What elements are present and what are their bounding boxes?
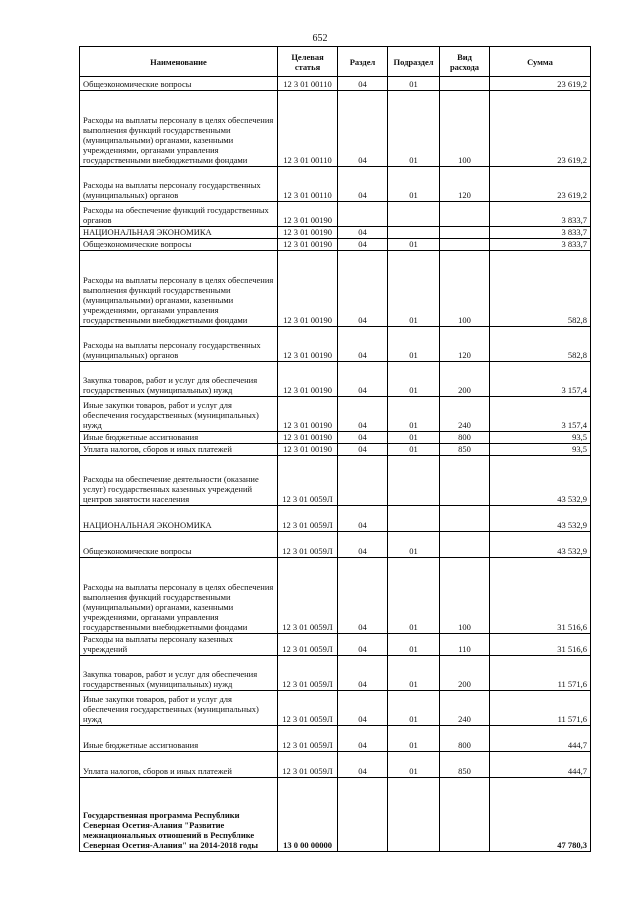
table-row xyxy=(80,532,591,558)
row-target: 12 3 01 00190 xyxy=(278,397,338,432)
row-target: 12 3 01 00110 xyxy=(278,77,338,91)
header-target: Целевая статья xyxy=(278,47,338,77)
row-subsection: 01 xyxy=(388,167,440,202)
row-target: 12 3 01 0059Л xyxy=(278,691,338,726)
row-subsection: 01 xyxy=(388,251,440,327)
header-amount: Сумма xyxy=(490,47,591,77)
table-row xyxy=(80,239,591,251)
row-subsection: 01 xyxy=(388,634,440,656)
row-subsection xyxy=(388,506,440,532)
row-amount: 23 619,2 xyxy=(490,91,591,167)
row-expense-type: 240 xyxy=(440,691,490,726)
row-subsection xyxy=(388,227,440,239)
row-subsection: 01 xyxy=(388,752,440,778)
row-expense-type xyxy=(440,778,490,852)
row-section: 04 xyxy=(338,656,388,691)
row-name: Закупка товаров, работ и услуг для обеспечения государственных (муниципальных) нужд xyxy=(80,656,278,691)
row-name: Расходы на выплаты персоналу в целях обеспечения выполнения функций государственными (муниципальными) органами, казенными учреждениями, органами управления государственными внебюджетными фондами xyxy=(80,251,278,327)
row-section: 04 xyxy=(338,444,388,456)
row-name: Иные бюджетные ассигнования xyxy=(80,432,278,444)
table-body xyxy=(80,77,591,852)
row-expense-type xyxy=(440,227,490,239)
row-section xyxy=(338,778,388,852)
row-amount: 444,7 xyxy=(490,752,591,778)
row-amount: 11 571,6 xyxy=(490,656,591,691)
page-number: 652 xyxy=(312,33,328,44)
budget-table xyxy=(79,46,591,852)
row-expense-type: 200 xyxy=(440,656,490,691)
row-subsection: 01 xyxy=(388,91,440,167)
row-name: Общеэкономические вопросы xyxy=(80,532,278,558)
row-expense-type: 120 xyxy=(440,327,490,362)
row-name: Общеэкономические вопросы xyxy=(80,239,278,251)
row-expense-type: 850 xyxy=(440,752,490,778)
row-name: Уплата налогов, сборов и иных платежей xyxy=(80,444,278,456)
row-subsection: 01 xyxy=(388,432,440,444)
row-amount: 93,5 xyxy=(490,432,591,444)
row-name: Расходы на выплаты персоналу в целях обеспечения выполнения функций государственными (муниципальными) органами, казенными учреждениями, органами управления государственными внебюджетными фондами xyxy=(80,558,278,634)
row-expense-type xyxy=(440,77,490,91)
row-expense-type: 100 xyxy=(440,91,490,167)
row-subsection: 01 xyxy=(388,726,440,752)
row-name: Расходы на выплаты персоналу казенных учреждений xyxy=(80,634,278,656)
row-name: Расходы на выплаты персоналу государственных (муниципальных) органов xyxy=(80,327,278,362)
row-target: 12 3 01 00110 xyxy=(278,167,338,202)
row-name: Государственная программа Республики Северная Осетия-Алания "Развитие межнациональных отношений в Республике Северная Осетия-Алания" на 2014-2018 годы xyxy=(80,778,278,852)
row-target: 12 3 01 00190 xyxy=(278,239,338,251)
table-row xyxy=(80,397,591,432)
row-name: НАЦИОНАЛЬНАЯ ЭКОНОМИКА xyxy=(80,506,278,532)
row-amount: 31 516,6 xyxy=(490,634,591,656)
row-subsection: 01 xyxy=(388,532,440,558)
row-section: 04 xyxy=(338,91,388,167)
row-section: 04 xyxy=(338,227,388,239)
row-amount: 444,7 xyxy=(490,726,591,752)
row-amount: 43 532,9 xyxy=(490,532,591,558)
row-expense-type xyxy=(440,506,490,532)
row-amount: 3 833,7 xyxy=(490,239,591,251)
row-section xyxy=(338,202,388,227)
row-target: 12 3 01 00190 xyxy=(278,362,338,397)
row-expense-type: 240 xyxy=(440,397,490,432)
row-section: 04 xyxy=(338,532,388,558)
row-expense-type xyxy=(440,239,490,251)
row-target: 12 3 01 0059Л xyxy=(278,634,338,656)
row-target: 12 3 01 0059Л xyxy=(278,752,338,778)
row-amount: 23 619,2 xyxy=(490,167,591,202)
row-section xyxy=(338,456,388,506)
row-subsection: 01 xyxy=(388,691,440,726)
row-subsection: 01 xyxy=(388,397,440,432)
row-expense-type: 100 xyxy=(440,251,490,327)
table-row xyxy=(80,506,591,532)
row-section: 04 xyxy=(338,239,388,251)
row-target: 12 3 01 00190 xyxy=(278,227,338,239)
row-amount: 3 157,4 xyxy=(490,397,591,432)
table-row xyxy=(80,634,591,656)
row-subsection: 01 xyxy=(388,327,440,362)
row-section: 04 xyxy=(338,752,388,778)
row-name: Расходы на обеспечение деятельности (оказание услуг) государственных казенных учреждений центров занятости населения xyxy=(80,456,278,506)
row-target: 12 3 01 00190 xyxy=(278,251,338,327)
row-section: 04 xyxy=(338,167,388,202)
row-expense-type xyxy=(440,532,490,558)
row-expense-type: 100 xyxy=(440,558,490,634)
table-row xyxy=(80,251,591,327)
row-name: Расходы на выплаты персоналу в целях обеспечения выполнения функций государственными (муниципальными) органами, казенными учреждениями, органами управления государственными внебюджетными фондами xyxy=(80,91,278,167)
row-section: 04 xyxy=(338,397,388,432)
row-section: 04 xyxy=(338,327,388,362)
row-expense-type: 120 xyxy=(440,167,490,202)
row-subsection: 01 xyxy=(388,239,440,251)
row-expense-type xyxy=(440,202,490,227)
row-expense-type xyxy=(440,456,490,506)
table-row xyxy=(80,752,591,778)
row-name: Расходы на выплаты персоналу государственных (муниципальных) органов xyxy=(80,167,278,202)
table-row xyxy=(80,167,591,202)
table-row xyxy=(80,726,591,752)
row-amount: 93,5 xyxy=(490,444,591,456)
row-amount: 582,8 xyxy=(490,327,591,362)
row-target: 12 3 01 00190 xyxy=(278,202,338,227)
row-target: 12 3 01 0059Л xyxy=(278,506,338,532)
table-row xyxy=(80,362,591,397)
row-expense-type: 200 xyxy=(440,362,490,397)
row-name: Уплата налогов, сборов и иных платежей xyxy=(80,752,278,778)
table-row xyxy=(80,691,591,726)
row-section: 04 xyxy=(338,726,388,752)
row-target: 12 3 01 0059Л xyxy=(278,726,338,752)
table-row xyxy=(80,327,591,362)
table-row xyxy=(80,91,591,167)
row-section: 04 xyxy=(338,634,388,656)
row-amount: 3 833,7 xyxy=(490,202,591,227)
row-amount: 582,8 xyxy=(490,251,591,327)
row-subsection: 01 xyxy=(388,558,440,634)
row-target: 12 3 01 00110 xyxy=(278,91,338,167)
row-target: 12 3 01 00190 xyxy=(278,444,338,456)
table-header-row xyxy=(80,47,591,77)
table-row xyxy=(80,227,591,239)
header-expense-type: Вид расхода xyxy=(440,47,490,77)
header-subsection: Подраздел xyxy=(388,47,440,77)
row-name: Иные закупки товаров, работ и услуг для обеспечения государственных (муниципальных) нужд xyxy=(80,397,278,432)
header-section: Раздел xyxy=(338,47,388,77)
row-section: 04 xyxy=(338,558,388,634)
row-name: НАЦИОНАЛЬНАЯ ЭКОНОМИКА xyxy=(80,227,278,239)
row-section: 04 xyxy=(338,362,388,397)
row-amount: 43 532,9 xyxy=(490,506,591,532)
table-row xyxy=(80,456,591,506)
row-expense-type: 800 xyxy=(440,726,490,752)
row-target: 12 3 01 00190 xyxy=(278,432,338,444)
row-amount: 23 619,2 xyxy=(490,77,591,91)
row-expense-type: 800 xyxy=(440,432,490,444)
row-subsection xyxy=(388,456,440,506)
row-amount: 3 157,4 xyxy=(490,362,591,397)
row-target: 12 3 01 00190 xyxy=(278,327,338,362)
row-name: Иные закупки товаров, работ и услуг для обеспечения государственных (муниципальных) нужд xyxy=(80,691,278,726)
row-target: 12 3 01 0059Л xyxy=(278,456,338,506)
row-target: 12 3 01 0059Л xyxy=(278,532,338,558)
table-row xyxy=(80,558,591,634)
row-subsection: 01 xyxy=(388,656,440,691)
row-section: 04 xyxy=(338,432,388,444)
row-section: 04 xyxy=(338,506,388,532)
header-name: Наименование xyxy=(80,47,278,77)
row-subsection: 01 xyxy=(388,77,440,91)
row-subsection xyxy=(388,778,440,852)
row-name: Общеэкономические вопросы xyxy=(80,77,278,91)
row-section: 04 xyxy=(338,691,388,726)
row-subsection: 01 xyxy=(388,444,440,456)
row-amount: 11 571,6 xyxy=(490,691,591,726)
row-amount: 47 780,3 xyxy=(490,778,591,852)
row-subsection xyxy=(388,202,440,227)
row-target: 12 3 01 0059Л xyxy=(278,558,338,634)
row-amount: 31 516,6 xyxy=(490,558,591,634)
row-name: Иные бюджетные ассигнования xyxy=(80,726,278,752)
table-row xyxy=(80,77,591,91)
row-target: 12 3 01 0059Л xyxy=(278,656,338,691)
row-expense-type: 850 xyxy=(440,444,490,456)
row-section: 04 xyxy=(338,77,388,91)
row-name: Расходы на обеспечение функций государственных органов xyxy=(80,202,278,227)
row-subsection: 01 xyxy=(388,362,440,397)
table-row xyxy=(80,778,591,852)
row-expense-type: 110 xyxy=(440,634,490,656)
table-row xyxy=(80,202,591,227)
table-row xyxy=(80,432,591,444)
row-amount: 3 833,7 xyxy=(490,227,591,239)
table-row xyxy=(80,444,591,456)
row-section: 04 xyxy=(338,251,388,327)
row-name: Закупка товаров, работ и услуг для обеспечения государственных (муниципальных) нужд xyxy=(80,362,278,397)
row-amount: 43 532,9 xyxy=(490,456,591,506)
table-row xyxy=(80,656,591,691)
row-target: 13 0 00 00000 xyxy=(278,778,338,852)
